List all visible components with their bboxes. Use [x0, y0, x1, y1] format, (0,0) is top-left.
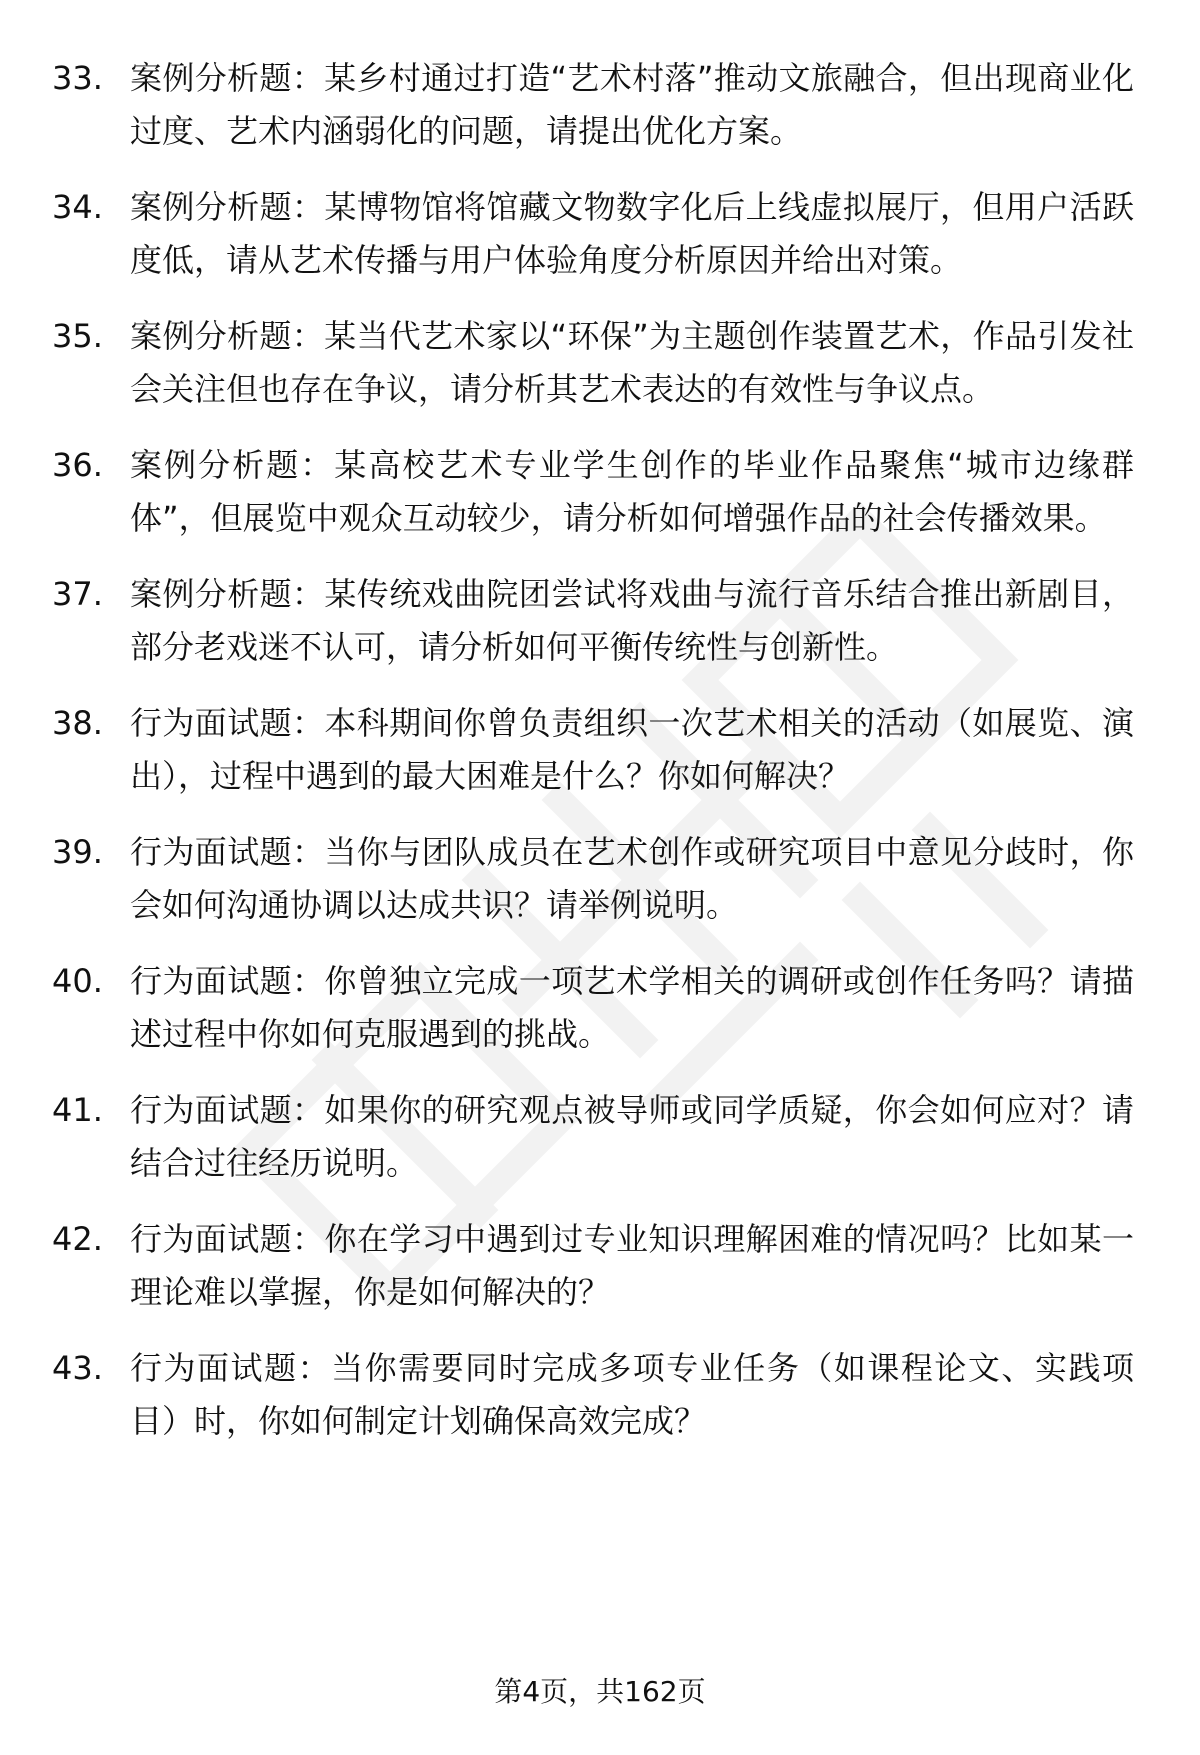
question-text: 行为面试题：你在学习中遇到过专业知识理解困难的情况吗？比如某一理论难以掌握，你是如何解决的？: [130, 1220, 1134, 1311]
question-number: 35.: [52, 317, 103, 355]
question-text: 行为面试题：你曾独立完成一项艺术学相关的调研或创作任务吗？请描述过程中你如何克服遇到的挑战。: [130, 962, 1134, 1053]
question-number: 37.: [52, 575, 103, 613]
question-item: [0, 1084, 1200, 1190]
question-item: [0, 1213, 1200, 1319]
question-item: [0, 439, 1200, 545]
question-number: 34.: [52, 188, 103, 226]
question-text: 案例分析题：某当代艺术家以“环保”为主题创作装置艺术，作品引发社会关注但也存在争议，请分析其艺术表达的有效性与争议点。: [130, 317, 1134, 408]
page-number-footer: 第4页，共162页: [494, 1675, 706, 1708]
question-item: [0, 955, 1200, 1061]
question-number: 40.: [52, 962, 103, 1000]
question-number: 38.: [52, 704, 103, 742]
question-item: [0, 697, 1200, 803]
question-item: [0, 568, 1200, 674]
question-number: 41.: [52, 1091, 103, 1129]
question-text: 行为面试题：当你需要同时完成多项专业任务（如课程论文、实践项目）时，你如何制定计划确保高效完成？: [130, 1349, 1134, 1440]
question-text: 行为面试题：当你与团队成员在艺术创作或研究项目中意见分歧时，你会如何沟通协调以达成共识？请举例说明。: [130, 833, 1134, 924]
question-list: [0, 52, 1200, 1471]
question-text: 案例分析题：某传统戏曲院团尝试将戏曲与流行音乐结合推出新剧目，部分老戏迷不认可，请分析如何平衡传统性与创新性。: [130, 575, 1134, 666]
question-text: 案例分析题：某乡村通过打造“艺术村落”推动文旅融合，但出现商业化过度、艺术内涵弱化的问题，请提出优化方案。: [130, 59, 1134, 150]
question-number: 33.: [52, 59, 103, 97]
question-number: 42.: [52, 1220, 103, 1258]
question-text: 案例分析题：某博物馆将馆藏文物数字化后上线虚拟展厅，但用户活跃度低，请从艺术传播与用户体验角度分析原因并给出对策。: [130, 188, 1134, 279]
question-text: 行为面试题：本科期间你曾负责组织一次艺术相关的活动（如展览、演出），过程中遇到的最大困难是什么？你如何解决？: [130, 704, 1134, 795]
question-number: 36.: [52, 446, 103, 484]
question-item: [0, 826, 1200, 932]
question-number: 43.: [52, 1349, 103, 1387]
question-item: [0, 310, 1200, 416]
question-text: 行为面试题：如果你的研究观点被导师或同学质疑，你会如何应对？请结合过往经历说明。: [130, 1091, 1134, 1182]
question-item: [0, 181, 1200, 287]
question-text: 案例分析题：某高校艺术专业学生创作的毕业作品聚焦“城市边缘群体”，但展览中观众互动较少，请分析如何增强作品的社会传播效果。: [130, 446, 1134, 537]
question-item: [0, 1342, 1200, 1448]
question-number: 39.: [52, 833, 103, 871]
question-item: [0, 52, 1200, 158]
